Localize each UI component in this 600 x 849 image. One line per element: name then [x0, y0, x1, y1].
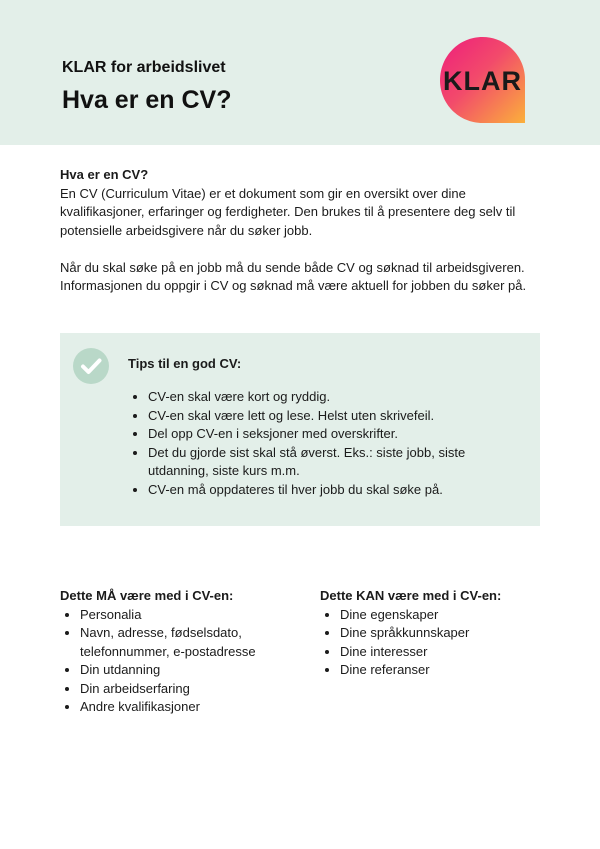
list-item: • Andre kvalifikasjoner: [80, 698, 300, 717]
intro-paragraph-1: En CV (Curriculum Vitae) er et dokument som gir en oversikt over dine kvalifikasjoner, erfaringer og ferdigheter. Den brukes til å presentere deg selv til potensielle arbeidsgivere når du søker jobb.: [60, 185, 516, 238]
tips-item: • Det du gjorde sist skal stå øverst. Eks.: siste jobb, siste utdanning, siste kurs m.m.: [148, 444, 508, 481]
can-title: Dette KAN være med i CV-en:: [320, 588, 502, 603]
tips-title: Tips til en god CV:: [128, 356, 242, 371]
page-title: Hva er en CV?: [62, 86, 232, 114]
list-item: • Personalia: [80, 606, 300, 625]
intro-paragraph-2: Når du skal søke på en jobb må du sende både CV og søknad til arbeidsgiveren. Informasjonen du oppgir i CV og søknad må være aktuell for jobben du søker på.: [60, 259, 527, 293]
tips-item: • CV-en skal være kort og ryddig.: [148, 388, 508, 407]
tips-item: • Del opp CV-en i seksjoner med overskrifter.: [148, 425, 508, 444]
check-circle-icon: [72, 347, 110, 385]
intro-section: [60, 166, 545, 296]
list-item: • Navn, adresse, fødselsdato, telefonnummer, e-postadresse: [80, 624, 300, 661]
list-item: • Din arbeidserfaring: [80, 680, 300, 699]
must-list: [60, 606, 300, 717]
list-item: • Dine egenskaper: [340, 606, 550, 625]
can-list: [320, 606, 550, 680]
header-kicker: KLAR for arbeidslivet: [62, 59, 226, 76]
list-item: • Dine interesser: [340, 643, 550, 662]
must-section: [60, 587, 300, 717]
logo-text: KLAR: [443, 66, 522, 96]
tips-item: • CV-en må oppdateres til hver jobb du skal søke på.: [148, 481, 508, 500]
klar-logo-shape: [440, 37, 525, 123]
intro-heading: Hva er en CV?: [60, 167, 149, 182]
tips-item: • CV-en skal være lett og lese. Helst uten skrivefeil.: [148, 407, 508, 426]
list-item: • Din utdanning: [80, 661, 300, 680]
must-title: Dette MÅ være med i CV-en:: [60, 588, 234, 603]
klar-logo: [440, 37, 525, 123]
list-item: • Dine språkkunnskaper: [340, 624, 550, 643]
list-item: • Dine referanser: [340, 661, 550, 680]
page-header: [0, 0, 600, 145]
tips-box: [60, 333, 540, 526]
can-section: [320, 587, 550, 680]
tips-list: [130, 388, 508, 499]
